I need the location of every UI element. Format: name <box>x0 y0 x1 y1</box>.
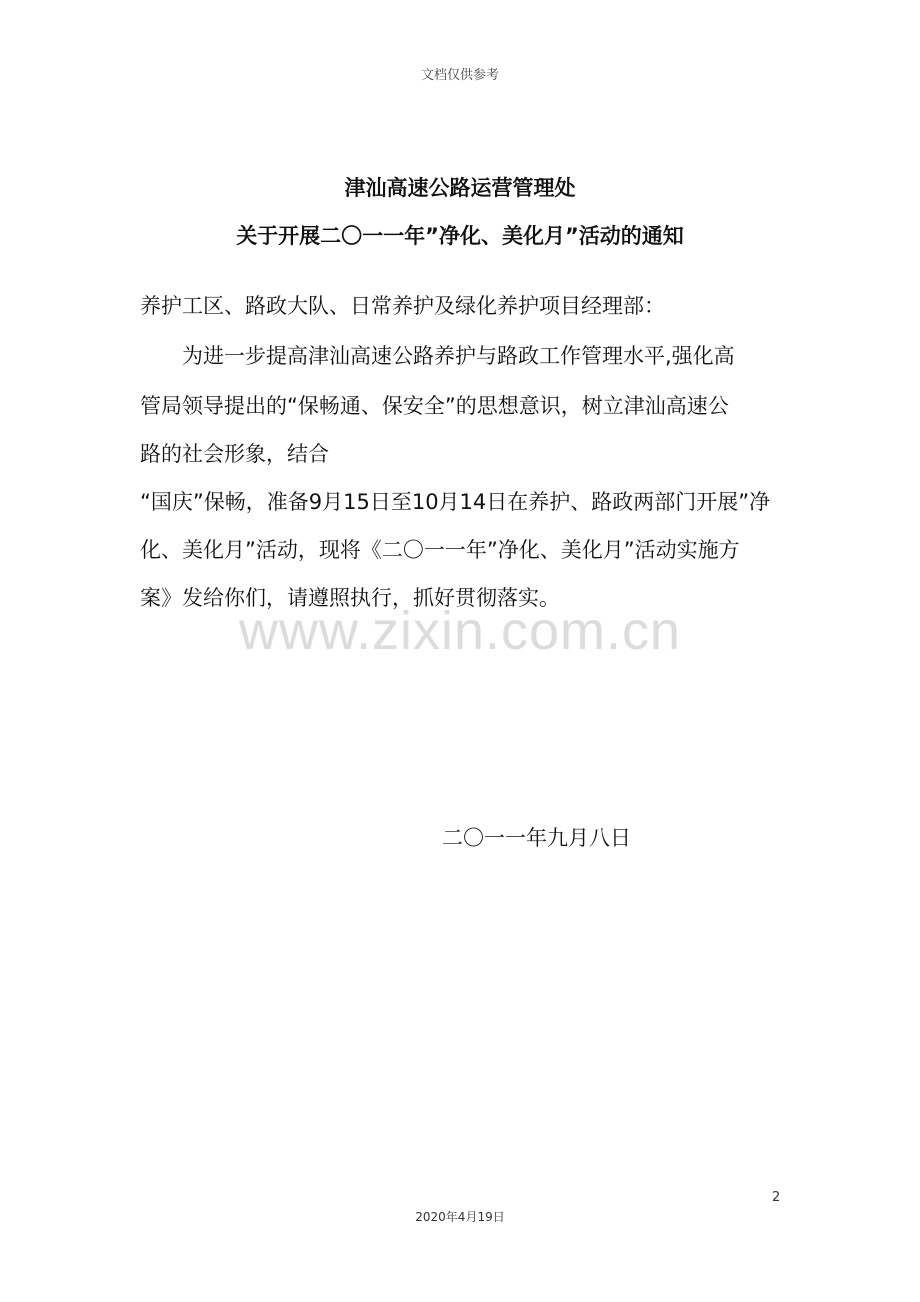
page-number: 2 <box>772 1190 781 1205</box>
body-line: 化、美化月”活动，现将《二〇一一年”净化、美化月”活动实施方 <box>140 538 740 562</box>
document-title-issuer: 津汕高速公路运营管理处 <box>344 176 576 200</box>
body-line: 案》发给你们，请遵照执行，抓好贯彻落实。 <box>140 586 560 610</box>
body-line: “国庆”保畅，准备9月15日至10月14日在养护、路政两部门开展”净 <box>140 490 771 514</box>
salutation: 养护工区、路政大队、日常养护及绿化养护项目经理部： <box>140 294 665 318</box>
watermark: www.zixin.com.cn <box>238 601 682 661</box>
footer-date: 2020年4月19日 <box>415 1210 505 1224</box>
body-line: 管局领导提出的“保畅通、保安全”的思想意识，树立津汕高速公 <box>140 394 729 418</box>
body-line: 为进一步提高津汕高速公路养护与路政工作管理水平,强化高 <box>140 344 735 368</box>
header-note: 文档仅供参考 <box>420 68 499 83</box>
document-title-subject: 关于开展二〇一一年”净化、美化月”活动的通知 <box>236 224 684 248</box>
body-line: 路的社会形象，结合 <box>140 442 329 466</box>
signature-date: 二〇一一年九月八日 <box>442 826 631 850</box>
